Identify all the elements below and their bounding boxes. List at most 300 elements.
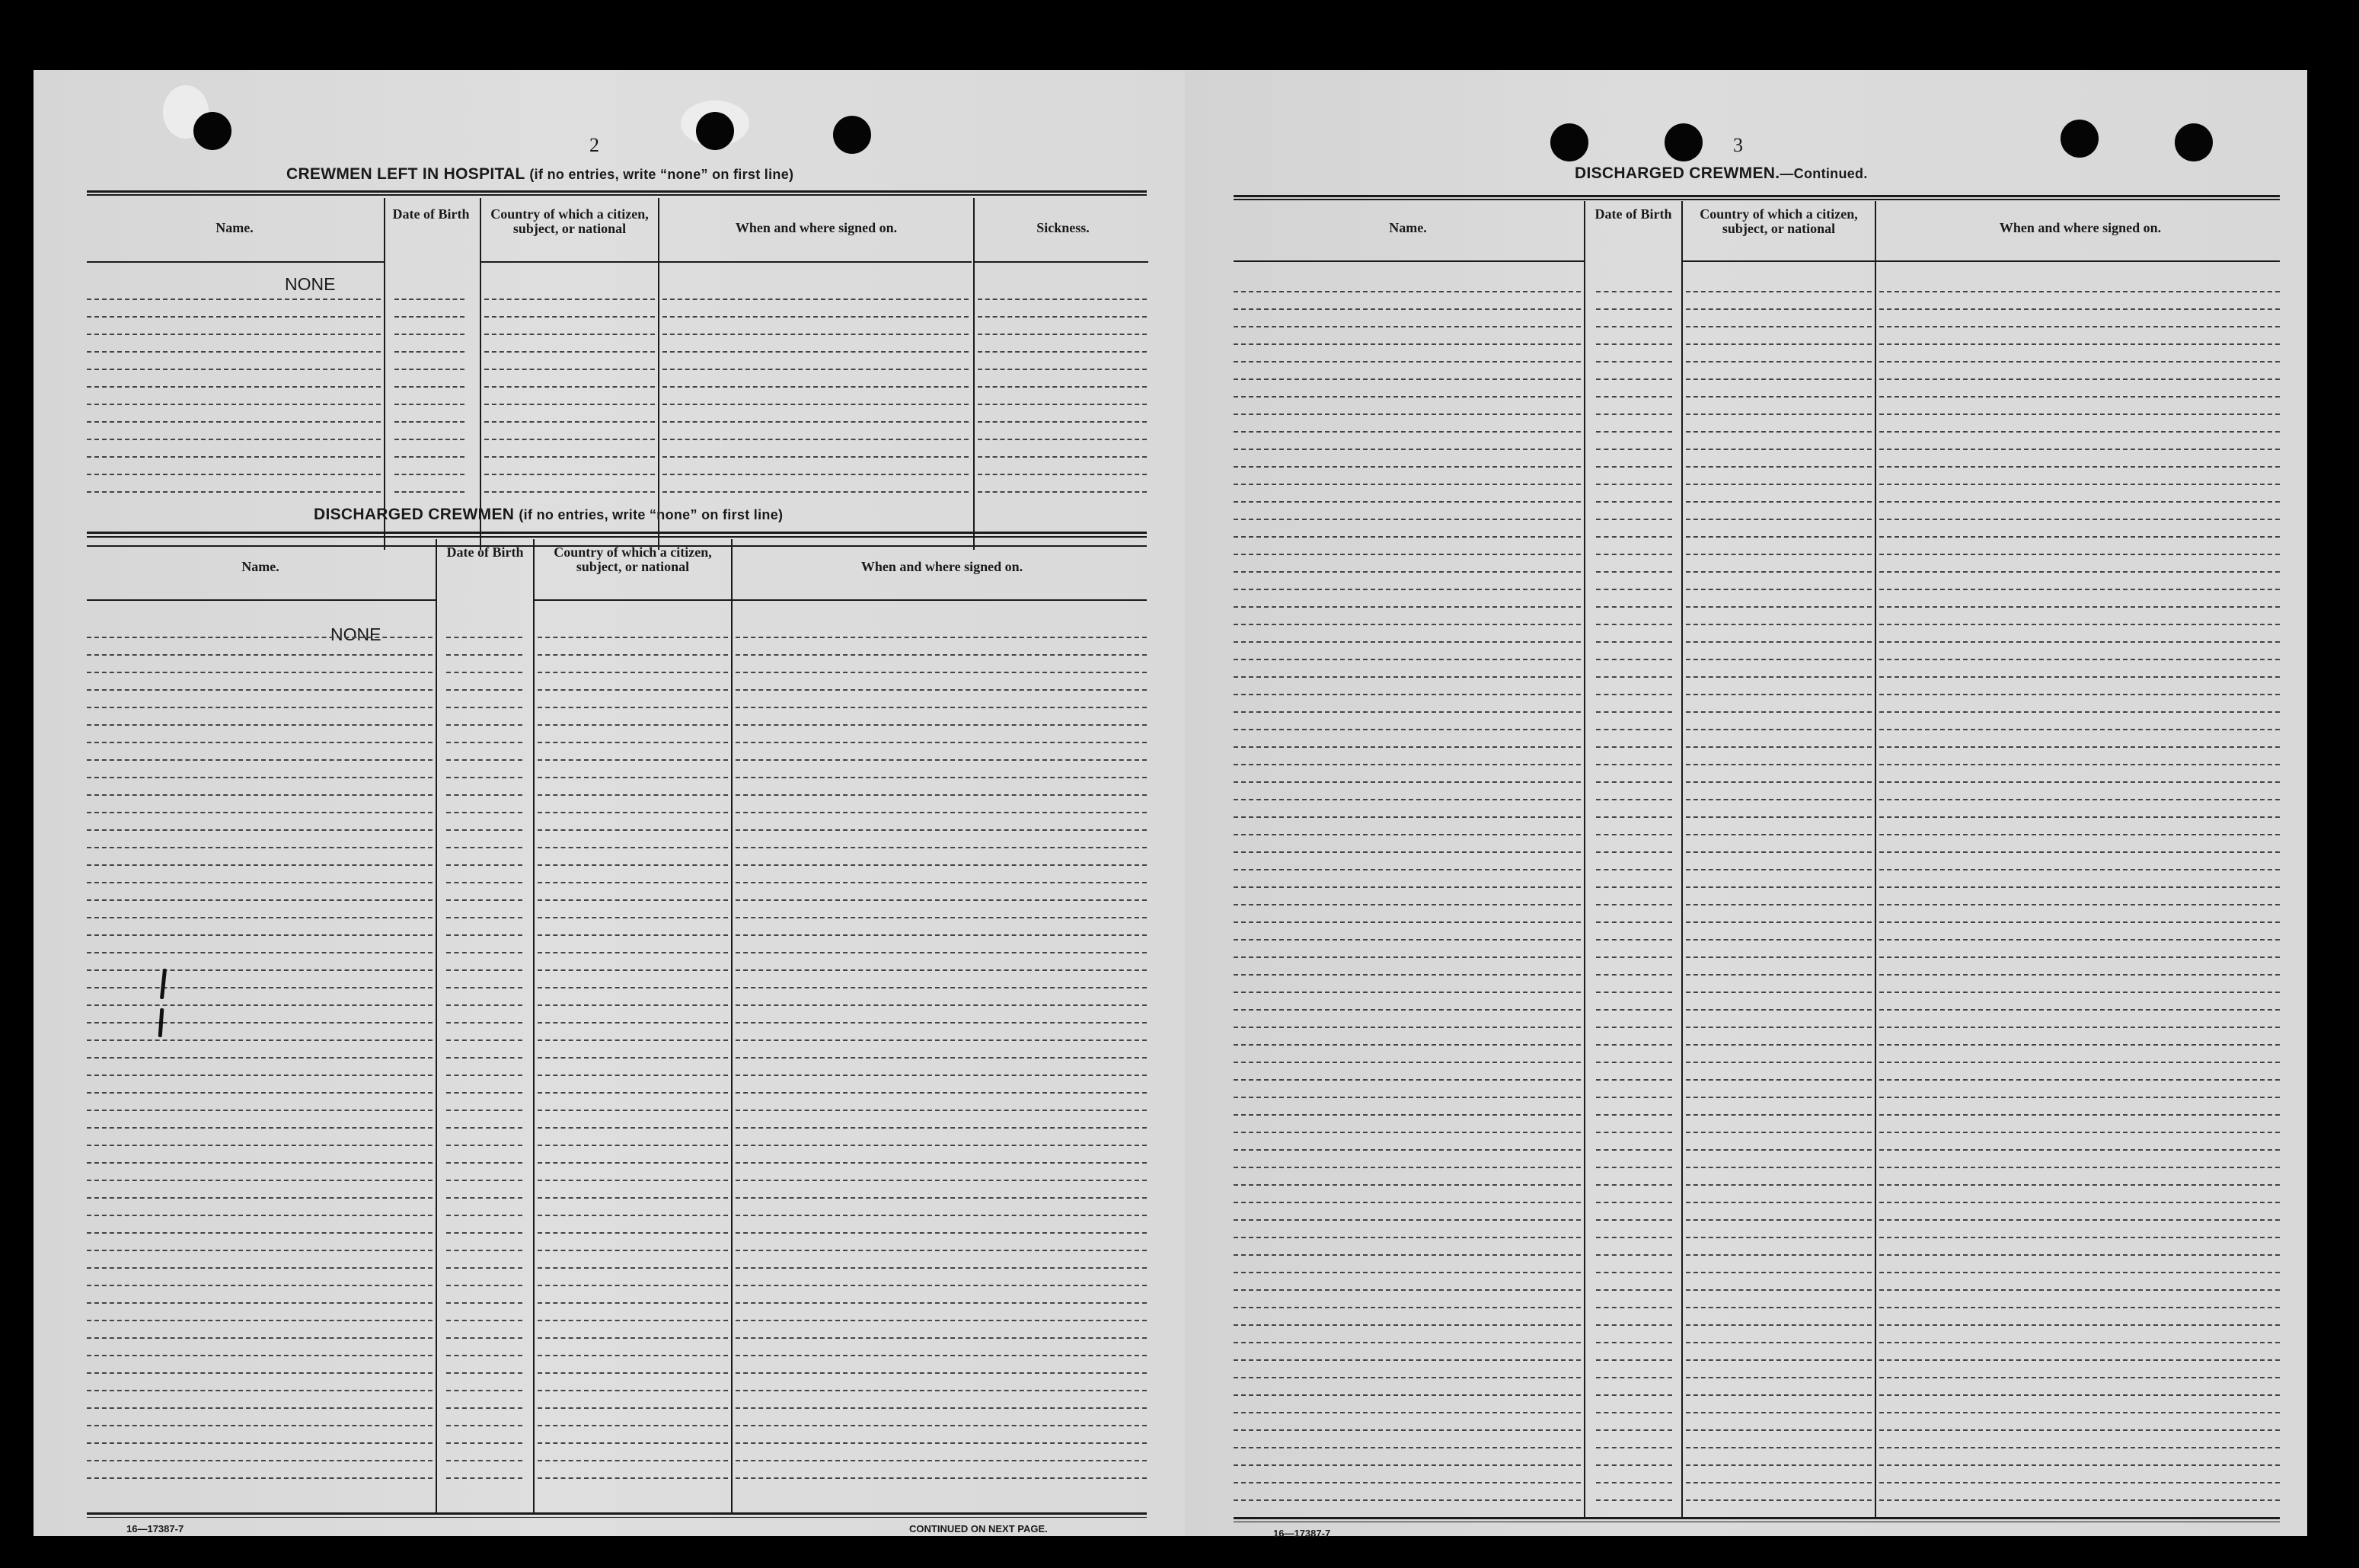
- entry-line: [1596, 1342, 1672, 1343]
- entry-line: [1686, 711, 1872, 713]
- entry-line: [1234, 1202, 1581, 1203]
- entry-line: [484, 316, 655, 318]
- entry-line: [538, 759, 728, 761]
- entry-line: [736, 742, 1147, 743]
- entry-line: [446, 654, 522, 656]
- entry-line: [662, 404, 969, 405]
- header-underline: [659, 261, 972, 263]
- entry-line: [1596, 711, 1672, 713]
- entry-line: [1686, 1307, 1872, 1308]
- entry-line: [1234, 992, 1581, 993]
- entry-line: [87, 1039, 433, 1041]
- entry-line: [1596, 308, 1672, 310]
- entry-line: [1879, 291, 2280, 292]
- entry-line: [446, 1145, 522, 1146]
- entry-line: [446, 1162, 522, 1164]
- entry-line: [1686, 676, 1872, 678]
- entry-line: [87, 316, 381, 318]
- entry-line: [1686, 851, 1872, 853]
- entry-line: [538, 934, 728, 936]
- entry-line: [87, 899, 433, 901]
- entry-line: [1234, 1482, 1581, 1483]
- entry-line: [1234, 1237, 1581, 1238]
- entry-line: [394, 351, 464, 353]
- entry-line: [446, 1232, 522, 1234]
- entry-line: [1879, 676, 2280, 678]
- entry-line: [1879, 1412, 2280, 1413]
- entry-line: [1879, 1307, 2280, 1308]
- entry-line: [736, 1320, 1147, 1321]
- entry-line: [394, 299, 464, 300]
- entry-line: [1686, 1499, 1872, 1501]
- entry-line: [1596, 904, 1672, 905]
- discharged-table-bottom-rule: [87, 1512, 1147, 1515]
- entry-line: [1234, 1114, 1581, 1116]
- entry-line: [1234, 1132, 1581, 1133]
- discharged-first-entry: NONE: [330, 624, 381, 644]
- entry-line: [978, 334, 1147, 335]
- entry-line: [1686, 1044, 1872, 1046]
- column-header-date-of-birth: Date of Birth: [392, 206, 470, 222]
- table-top-rule: [87, 194, 1147, 196]
- entry-line: [87, 369, 381, 370]
- entry-line: [1596, 816, 1672, 818]
- entry-line: [1234, 1062, 1581, 1063]
- entry-line: [1686, 1219, 1872, 1221]
- entry-line: [87, 456, 381, 458]
- entry-line: [1596, 1184, 1672, 1186]
- entry-line: [446, 1215, 522, 1216]
- entry-line: [538, 1180, 728, 1181]
- entry-line: [1686, 589, 1872, 590]
- entry-line: [1879, 1044, 2280, 1046]
- entry-line: [538, 794, 728, 796]
- entry-line: [1596, 606, 1672, 608]
- entry-line: [87, 864, 433, 866]
- entry-line: [1879, 1167, 2280, 1168]
- entry-line: [1686, 466, 1872, 468]
- entry-line: [978, 316, 1147, 318]
- entry-line: [736, 777, 1147, 778]
- entry-line: [87, 1092, 433, 1094]
- entry-line: [1686, 1062, 1872, 1063]
- entry-line: [1234, 781, 1581, 783]
- entry-line: [1596, 1412, 1672, 1413]
- entry-line: [538, 1355, 728, 1356]
- entry-line: [538, 1460, 728, 1461]
- entry-line: [1234, 886, 1581, 888]
- entry-line: [736, 934, 1147, 936]
- entry-line: [1596, 1359, 1672, 1361]
- entry-line: [1596, 589, 1672, 590]
- entry-line: [1234, 1272, 1581, 1273]
- entry-line: [1686, 1394, 1872, 1396]
- entry-line: [1596, 1062, 1672, 1063]
- entry-line: [1879, 484, 2280, 485]
- entry-line: [1234, 921, 1581, 923]
- entry-line: [736, 1145, 1147, 1146]
- entry-line: [538, 1232, 728, 1234]
- entry-line: [662, 386, 969, 388]
- entry-line: [1879, 659, 2280, 660]
- entry-line: [736, 952, 1147, 953]
- entry-line: [538, 1442, 728, 1444]
- entry-line: [1234, 816, 1581, 818]
- entry-line: [87, 1057, 433, 1059]
- entry-line: [1596, 1254, 1672, 1256]
- entry-line: [538, 1092, 728, 1094]
- entry-line: [1879, 1009, 2280, 1011]
- entry-line: [1234, 414, 1581, 415]
- entry-line: [978, 474, 1147, 475]
- entry-line: [1879, 1079, 2280, 1081]
- entry-line: [978, 491, 1147, 493]
- entry-line: [736, 1004, 1147, 1006]
- entry-line: [446, 882, 522, 883]
- column-header-name: Name.: [1389, 220, 1427, 235]
- entry-line: [1879, 1219, 2280, 1221]
- entry-line: [446, 1197, 522, 1199]
- discharged-continued-title: [1575, 164, 1868, 183]
- entry-line: [1686, 1429, 1872, 1431]
- entry-line: [1596, 624, 1672, 625]
- entry-line: [538, 1372, 728, 1374]
- entry-line: [1686, 974, 1872, 976]
- entry-line: [1686, 1289, 1872, 1291]
- entry-line: [1686, 1342, 1872, 1343]
- entry-line: [1596, 1167, 1672, 1168]
- entry-line: [87, 917, 433, 918]
- entry-line: [484, 386, 655, 388]
- entry-line: [736, 1372, 1147, 1374]
- entry-line: [484, 491, 655, 493]
- entry-line: [1234, 1412, 1581, 1413]
- entry-line: [1234, 291, 1581, 292]
- entry-line: [1686, 1184, 1872, 1186]
- entry-line: [87, 1004, 433, 1006]
- header-underline: [1234, 260, 1584, 262]
- entry-line: [736, 1407, 1147, 1409]
- discharged-continued-title-suffix: —Continued.: [1780, 166, 1868, 181]
- column-divider: [731, 539, 733, 1512]
- entry-line: [1234, 1324, 1581, 1326]
- column-divider: [1584, 201, 1585, 1519]
- entry-line: [662, 299, 969, 300]
- entry-line: [1234, 869, 1581, 870]
- entry-line: [1596, 886, 1672, 888]
- entry-line: [736, 829, 1147, 831]
- entry-line: [87, 987, 433, 988]
- entry-line: [538, 1127, 728, 1129]
- entry-line: [446, 1110, 522, 1111]
- column-header-name: Name.: [215, 220, 254, 235]
- entry-line: [538, 707, 728, 708]
- entry-line: [538, 1145, 728, 1146]
- entry-line: [1596, 1027, 1672, 1028]
- entry-line: [736, 1162, 1147, 1164]
- entry-line: [1879, 624, 2280, 625]
- entry-line: [1234, 1447, 1581, 1448]
- entry-line: [87, 759, 433, 761]
- entry-line: [1879, 904, 2280, 905]
- entry-line: [1879, 694, 2280, 695]
- entry-line: [1234, 711, 1581, 713]
- entry-line: [1596, 1079, 1672, 1081]
- entry-line: [87, 1337, 433, 1339]
- entry-line: [87, 1180, 433, 1181]
- column-divider: [1875, 201, 1876, 1519]
- entry-line: [736, 637, 1147, 638]
- entry-line: [538, 724, 728, 726]
- entry-line: [87, 1145, 433, 1146]
- header-underline: [1683, 260, 1875, 262]
- entry-line: [538, 812, 728, 813]
- entry-line: [1596, 1394, 1672, 1396]
- entry-line: [1879, 1132, 2280, 1133]
- continued-note: CONTINUED ON NEXT PAGE.: [909, 1523, 1048, 1534]
- entry-line: [446, 1057, 522, 1059]
- discharged-title-main: DISCHARGED CREWMEN: [314, 506, 515, 523]
- entry-line: [1234, 1044, 1581, 1046]
- entry-line: [1596, 378, 1672, 380]
- entry-line: [736, 1075, 1147, 1076]
- entry-line: [1879, 1097, 2280, 1098]
- entry-line: [538, 689, 728, 691]
- column-divider: [533, 539, 535, 1512]
- entry-line: [484, 421, 655, 423]
- hospital-title-main: CREWMEN LEFT IN HOSPITAL: [286, 165, 525, 183]
- entry-line: [87, 724, 433, 726]
- column-header-signed-on: When and where signed on.: [860, 559, 1023, 574]
- entry-line: [87, 1460, 433, 1461]
- entry-line: [1686, 396, 1872, 398]
- entry-line: [1596, 956, 1672, 958]
- entry-line: [87, 1390, 433, 1391]
- entry-line: [662, 334, 969, 335]
- entry-line: [736, 1110, 1147, 1111]
- entry-line: [538, 1039, 728, 1041]
- entry-line: [1234, 974, 1581, 976]
- entry-line: [1234, 501, 1581, 503]
- entry-line: [1686, 781, 1872, 783]
- entry-line: [1234, 624, 1581, 625]
- entry-line: [1879, 554, 2280, 555]
- entry-line: [1234, 659, 1581, 660]
- entry-line: [446, 1337, 522, 1339]
- entry-line: [87, 952, 433, 953]
- column-divider: [384, 198, 385, 550]
- entry-line: [87, 404, 381, 405]
- discharged-title-note: (if no entries, write “none” on first line): [519, 507, 784, 522]
- entry-line: [484, 299, 655, 300]
- entry-line: [1596, 1377, 1672, 1378]
- column-divider: [1681, 201, 1683, 1519]
- entry-line: [736, 1355, 1147, 1356]
- entry-line: [446, 1127, 522, 1129]
- entry-line: [87, 1407, 433, 1409]
- entry-line: [87, 1075, 433, 1076]
- entry-line: [1686, 992, 1872, 993]
- entry-line: [736, 1039, 1147, 1041]
- entry-line: [1596, 326, 1672, 327]
- entry-line: [446, 689, 522, 691]
- header-underline: [733, 599, 1147, 601]
- entry-line: [446, 1407, 522, 1409]
- entry-line: [446, 1250, 522, 1251]
- entry-line: [446, 1180, 522, 1181]
- entry-line: [736, 1460, 1147, 1461]
- entry-line: [1686, 378, 1872, 380]
- entry-line: [538, 1022, 728, 1024]
- entry-line: [87, 707, 433, 708]
- entry-line: [87, 742, 433, 743]
- entry-line: [1234, 326, 1581, 327]
- entry-line: [1596, 974, 1672, 976]
- punch-hole: [696, 112, 734, 150]
- entry-line: [1879, 1429, 2280, 1431]
- entry-line: [484, 474, 655, 475]
- entry-line: [1596, 414, 1672, 415]
- entry-line: [446, 1425, 522, 1426]
- entry-line: [446, 637, 522, 638]
- entry-line: [87, 637, 433, 638]
- entry-line: [446, 707, 522, 708]
- entry-line: [1879, 326, 2280, 327]
- entry-line: [1596, 571, 1672, 573]
- entry-line: [1234, 1342, 1581, 1343]
- entry-line: [1686, 1167, 1872, 1168]
- entry-line: [1596, 694, 1672, 695]
- entry-line: [87, 439, 381, 440]
- table-bottom-rule: [1234, 1517, 2280, 1519]
- table-top-rule: [87, 536, 1147, 538]
- entry-line: [1879, 992, 2280, 993]
- entry-line: [1596, 536, 1672, 538]
- entry-line: [446, 1302, 522, 1304]
- entry-line: [1234, 343, 1581, 345]
- column-divider: [436, 539, 437, 1512]
- punch-hole: [833, 116, 871, 154]
- entry-line: [1879, 1149, 2280, 1151]
- entry-line: [1596, 921, 1672, 923]
- entry-line: [1234, 536, 1581, 538]
- entry-line: [1686, 1272, 1872, 1273]
- entry-line: [1686, 484, 1872, 485]
- entry-line: [736, 1197, 1147, 1199]
- entry-line: [87, 1425, 433, 1426]
- entry-line: [1596, 1447, 1672, 1448]
- entry-line: [484, 439, 655, 440]
- header-underline: [87, 599, 436, 601]
- entry-line: [484, 404, 655, 405]
- entry-line: [1879, 939, 2280, 940]
- entry-line: [538, 1407, 728, 1409]
- entry-line: [538, 952, 728, 953]
- column-header-date-of-birth: Date of Birth: [1594, 206, 1672, 222]
- entry-line: [1686, 641, 1872, 643]
- entry-line: [538, 1162, 728, 1164]
- header-underline: [535, 599, 731, 601]
- entry-line: [1879, 851, 2280, 853]
- entry-line: [1596, 799, 1672, 800]
- entry-line: [1686, 1202, 1872, 1203]
- entry-line: [1234, 1097, 1581, 1098]
- entry-line: [446, 1477, 522, 1479]
- entry-line: [1596, 851, 1672, 853]
- entry-line: [538, 1057, 728, 1059]
- page-number: 2: [589, 134, 599, 156]
- entry-line: [1596, 343, 1672, 345]
- entry-line: [446, 812, 522, 813]
- hospital-first-entry: NONE: [285, 274, 336, 294]
- entry-line: [1879, 1377, 2280, 1378]
- table-top-rule: [87, 532, 1147, 534]
- entry-line: [736, 812, 1147, 813]
- entry-line: [1686, 1254, 1872, 1256]
- entry-line: [446, 952, 522, 953]
- entry-line: [1879, 711, 2280, 713]
- entry-line: [1686, 834, 1872, 835]
- entry-line: [87, 794, 433, 796]
- entry-line: [1879, 343, 2280, 345]
- entry-line: [87, 334, 381, 335]
- entry-line: [1596, 1132, 1672, 1133]
- entry-line: [1234, 571, 1581, 573]
- entry-line: [736, 847, 1147, 848]
- entry-line: [736, 1232, 1147, 1234]
- entry-line: [87, 812, 433, 813]
- table-top-rule: [1234, 199, 2280, 200]
- entry-line: [978, 369, 1147, 370]
- entry-line: [1596, 1044, 1672, 1046]
- entry-line: [736, 1442, 1147, 1444]
- entry-line: [1234, 939, 1581, 940]
- table-top-rule: [1234, 195, 2280, 197]
- entry-line: [1596, 1482, 1672, 1483]
- entry-line: [87, 1320, 433, 1321]
- entry-line: [1686, 904, 1872, 905]
- entry-line: [1234, 589, 1581, 590]
- entry-line: [446, 1355, 522, 1356]
- entry-line: [446, 864, 522, 866]
- entry-line: [1596, 396, 1672, 398]
- entry-line: [1879, 589, 2280, 590]
- entry-line: [1234, 1254, 1581, 1256]
- entry-line: [1234, 1394, 1581, 1396]
- entry-line: [538, 1285, 728, 1286]
- entry-line: [87, 421, 381, 423]
- entry-line: [736, 1127, 1147, 1129]
- entry-line: [1686, 554, 1872, 555]
- entry-line: [446, 672, 522, 673]
- entry-line: [1879, 1359, 2280, 1361]
- entry-line: [1234, 378, 1581, 380]
- entry-line: [662, 491, 969, 493]
- entry-line: [978, 351, 1147, 353]
- entry-line: [1234, 1184, 1581, 1186]
- entry-line: [1234, 431, 1581, 433]
- entry-line: [538, 672, 728, 673]
- entry-line: [1234, 449, 1581, 450]
- entry-line: [446, 759, 522, 761]
- entry-line: [1686, 536, 1872, 538]
- entry-line: [1596, 1009, 1672, 1011]
- entry-line: [538, 917, 728, 918]
- entry-line: [736, 1057, 1147, 1059]
- entry-line: [1686, 1324, 1872, 1326]
- entry-line: [538, 1110, 728, 1111]
- entry-line: [394, 491, 464, 493]
